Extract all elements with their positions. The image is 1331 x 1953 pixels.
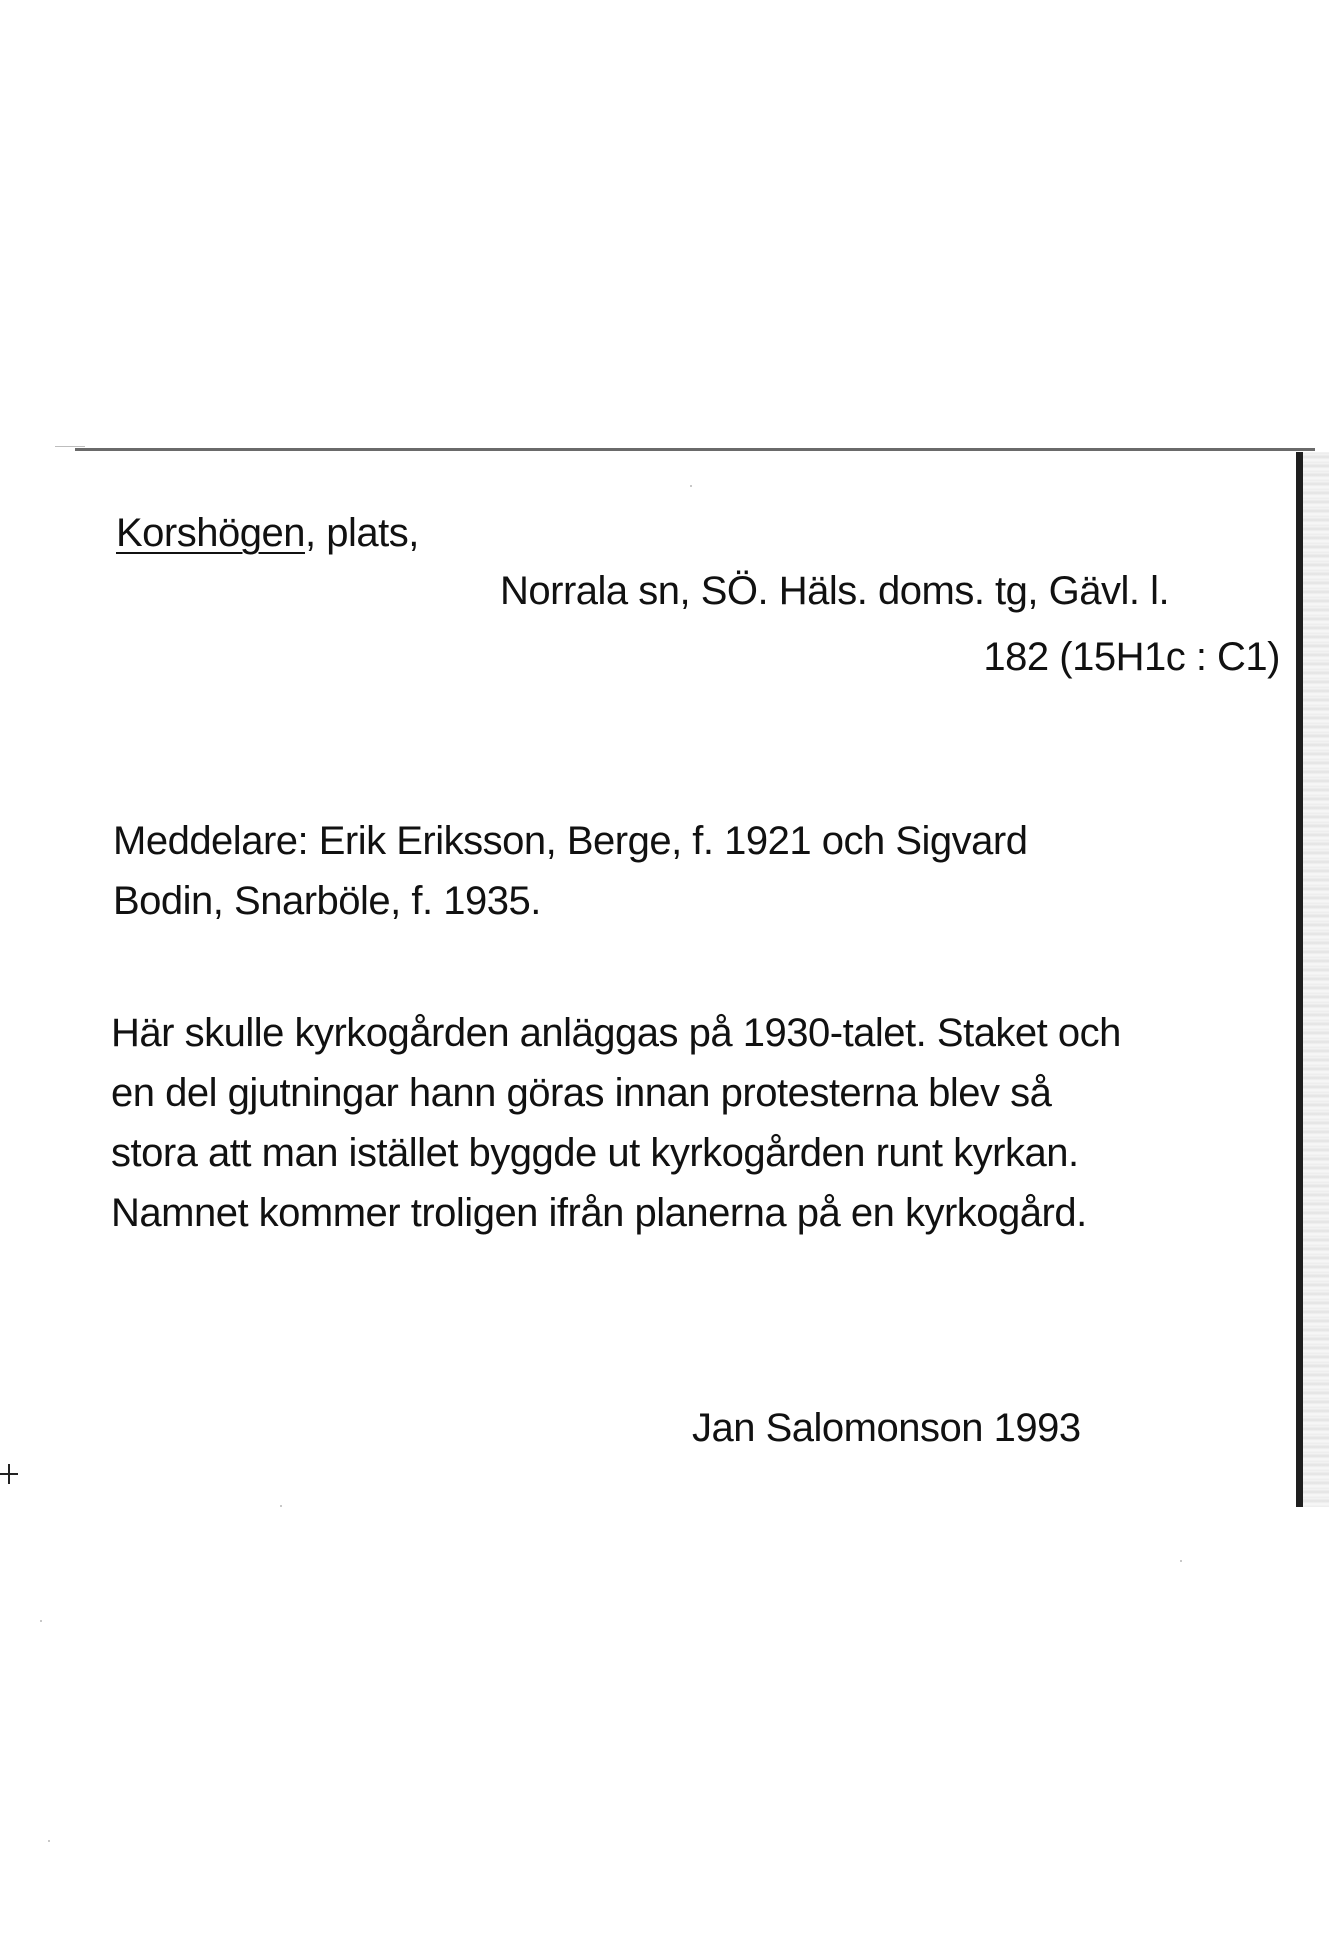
place-type: , plats, [304, 511, 419, 555]
informants-line-2: Bodin, Snarböle, f. 1935. [113, 879, 541, 923]
location-line: Norrala sn, SÖ. Häls. doms. tg, Gävl. l. [500, 569, 1170, 613]
informants-line-1: Meddelare: Erik Eriksson, Berge, f. 1921 och Sigvard [113, 819, 1028, 863]
card-top-rule [75, 448, 1315, 451]
place-name: Korshögen [116, 511, 305, 555]
signature: Jan Salomonson 1993 [692, 1406, 1081, 1450]
card-heading [116, 510, 419, 556]
card-right-shadow [1303, 452, 1329, 1507]
scan-speck [40, 1620, 42, 1622]
body-line-1: Här skulle kyrkogården anläggas på 1930-talet. Staket och [111, 1011, 1121, 1055]
scan-speck [48, 1840, 50, 1842]
scan-speck [690, 485, 692, 487]
scan-speck [1180, 1560, 1182, 1562]
body-line-4: Namnet kommer troligen ifrån planerna på en kyrkogård. [111, 1191, 1087, 1235]
map-reference: 182 (15H1c : C1) [983, 635, 1280, 679]
card-right-edge [1296, 452, 1303, 1507]
registration-mark-icon [0, 1460, 26, 1488]
body-line-2: en del gjutningar hann göras innan protesterna blev så [111, 1071, 1052, 1115]
card-top-rule-faint [55, 446, 85, 447]
body-line-3: stora att man istället byggde ut kyrkogården runt kyrkan. [111, 1131, 1079, 1175]
scan-speck [280, 1505, 282, 1507]
